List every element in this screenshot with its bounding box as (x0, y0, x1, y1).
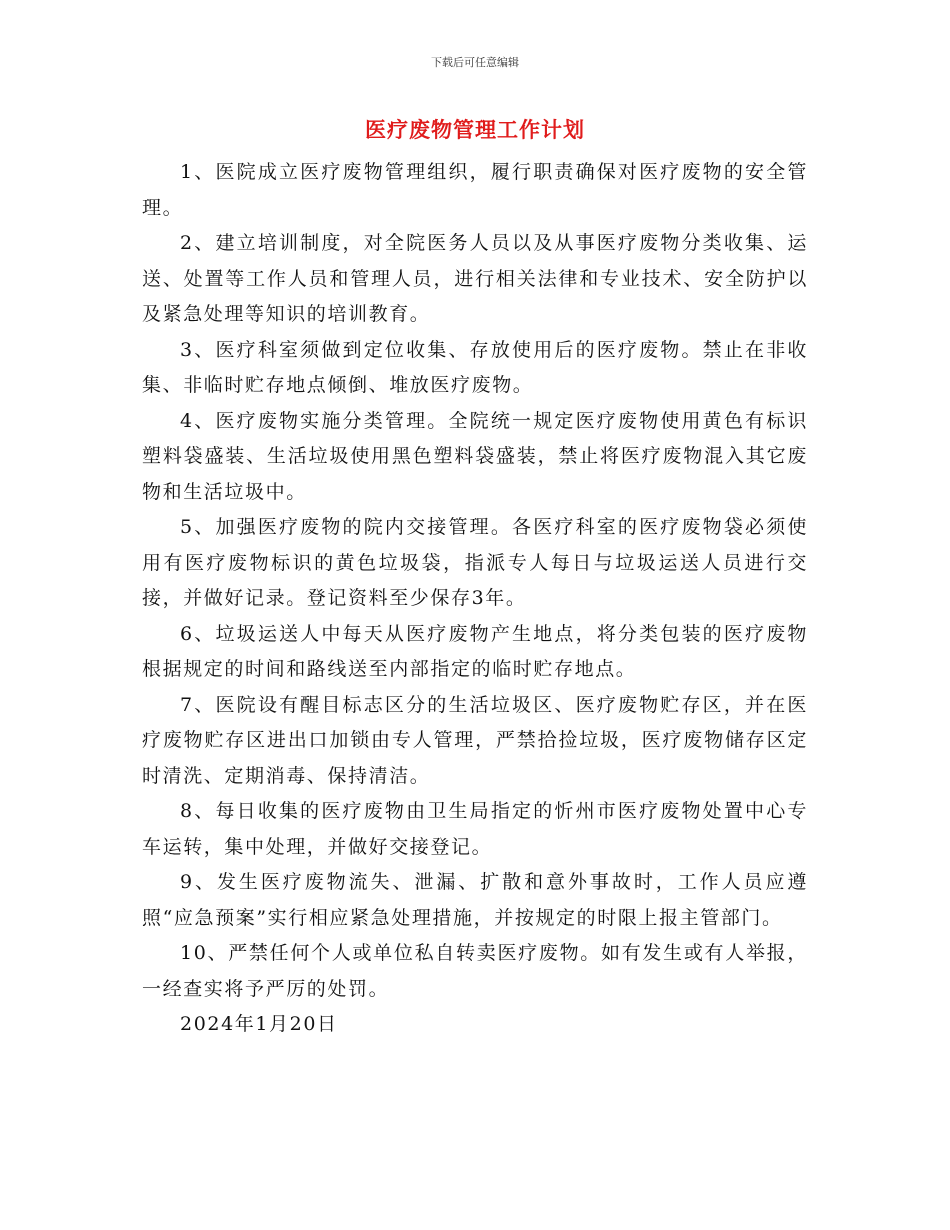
paragraph-7: 7、医院设有醒目标志区分的生活垃圾区、医疗废物贮存区，并在医疗废物贮存区进出口加锁由专人管理，严禁拾捡垃圾，医疗废物储存区定时清洗、定期消毒、保持清洁。 (142, 693, 808, 787)
paragraph-6: 6、垃圾运送人中每天从医疗废物产生地点，将分类包装的医疗废物根据规定的时间和路线送至内部指定的临时贮存地点。 (142, 622, 808, 680)
document-body (142, 155, 808, 1043)
paragraph-10: 10、严禁任何个人或单位私自转卖医疗废物。如有发生或有人举报，一经查实将予严厉的处罚。 (142, 942, 808, 1000)
paragraph-3: 3、医疗科室须做到定位收集、存放使用后的医疗废物。禁止在非收集、非临时贮存地点倾倒、堆放医疗废物。 (142, 338, 808, 396)
paragraph-1: 1、医院成立医疗废物管理组织，履行职责确保对医疗废物的安全管理。 (142, 161, 808, 219)
page-title: 医疗废物管理工作计划 (365, 117, 585, 142)
paragraph-9: 9、发生医疗废物流失、泄漏、扩散和意外事故时，工作人员应遵照“应急预案”实行相应紧急处理措施，并按规定的时限上报主管部门。 (142, 871, 808, 929)
paragraph-2: 2、建立培训制度，对全院医务人员以及从事医疗废物分类收集、运送、处置等工作人员和管理人员，进行相关法律和专业技术、安全防护以及紧急处理等知识的培训教育。 (142, 232, 808, 325)
paragraph-5: 5、加强医疗废物的院内交接管理。各医疗科室的医疗废物袋必须使用有医疗废物标识的黄色垃圾袋，指派专人每日与垃圾运送人员进行交接，并做好记录。登记资料至少保存3年。 (142, 516, 808, 609)
paragraph-4: 4、医疗废物实施分类管理。全院统一规定医疗废物使用黄色有标识塑料袋盛装、生活垃圾使用黑色塑料袋盛装，禁止将医疗废物混入其它废物和生活垃圾中。 (142, 409, 808, 503)
paragraph-8: 8、每日收集的医疗废物由卫生局指定的忻州市医疗废物处置中心专车运转，集中处理，并做好交接登记。 (142, 800, 808, 858)
document-date: 2024年1月20日 (180, 1013, 338, 1035)
header-note: 下载后可任意编辑 (431, 56, 519, 69)
